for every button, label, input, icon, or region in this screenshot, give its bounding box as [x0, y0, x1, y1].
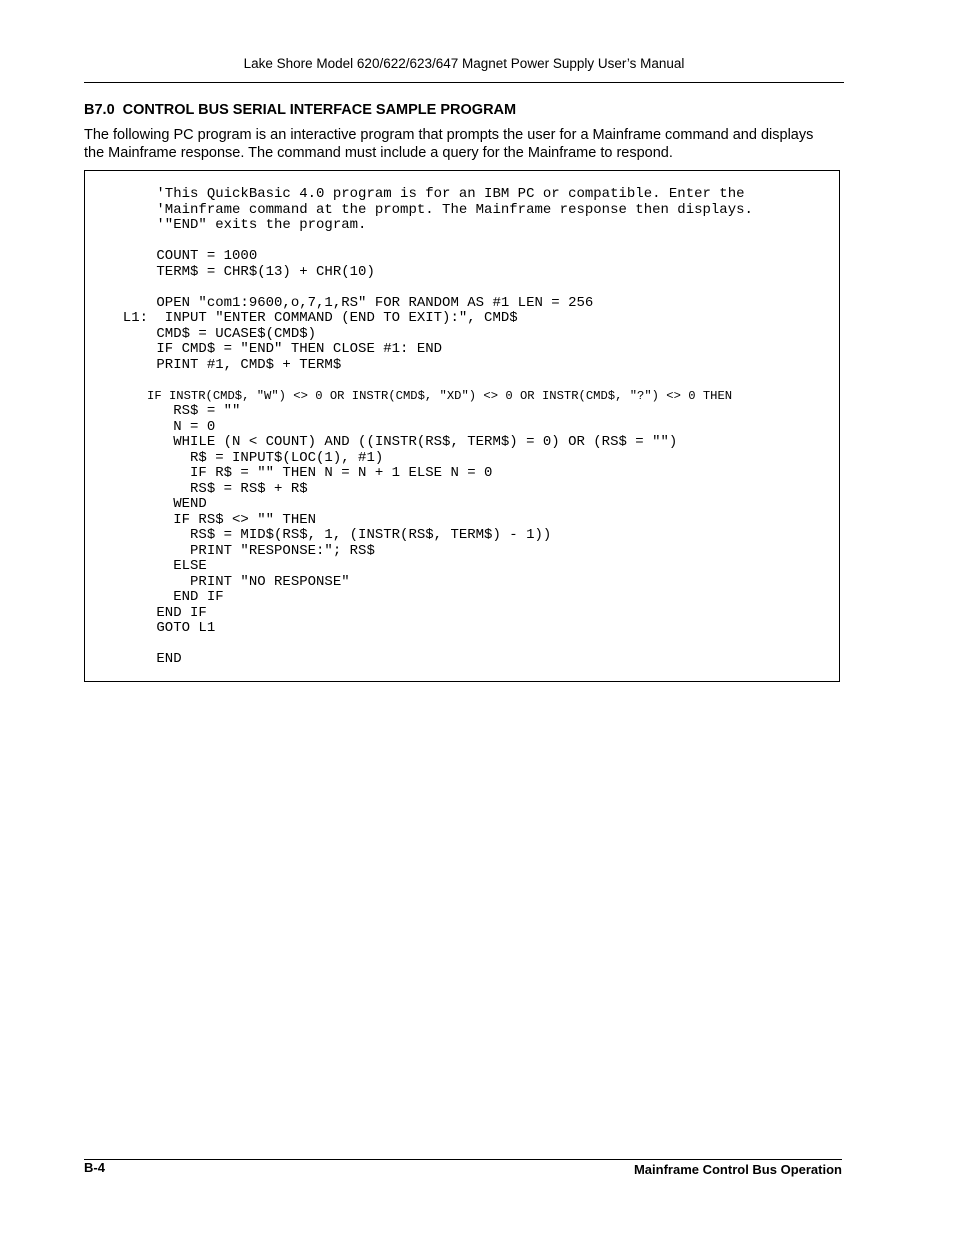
code-line: PRINT "NO RESPONSE"	[106, 573, 350, 590]
footer-section-title: Mainframe Control Bus Operation	[633, 1162, 842, 1177]
code-line: COUNT = 1000	[106, 248, 258, 264]
code-line: IF R$ = "" THEN N = N + 1 ELSE N = 0	[106, 465, 493, 481]
intro-paragraph: The following PC program is an interactive program that prompts the user for a Mainframe command and displays the Mainframe response. The command must include a query for the Mainframe to respond.	[84, 127, 814, 161]
code-line: 'Mainframe command at the prompt. The Mainframe response then displays.	[106, 201, 753, 218]
code-line: GOTO L1	[106, 620, 216, 636]
code-line: OPEN "com1:9600,o,7,1,RS" FOR RANDOM AS #1 LEN = 256	[106, 294, 594, 311]
code-line: IF CMD$ = "END" THEN CLOSE #1: END	[106, 341, 443, 357]
code-line: WEND	[106, 496, 207, 512]
code-line: IF RS$ <> "" THEN	[106, 511, 317, 528]
code-line: RS$ = MID$(RS$, 1, (INSTR(RS$, TERM$) - 1))	[106, 527, 552, 543]
code-line: L1: INPUT "ENTER COMMAND (END TO EXIT):", CMD$	[106, 310, 518, 326]
code-line: END	[106, 651, 182, 667]
code-line: R$ = INPUT$(LOC(1), #1)	[106, 449, 384, 466]
code-line: 'This QuickBasic 4.0 program is for an IBM PC or compatible. Enter the	[106, 186, 745, 202]
code-line: PRINT #1, CMD$ + TERM$	[106, 356, 342, 373]
code-line: RS$ = RS$ + R$	[106, 480, 308, 497]
section-heading: B7.0 CONTROL BUS SERIAL INTERFACE SAMPLE PROGRAM	[84, 102, 517, 118]
code-line: END IF	[106, 604, 207, 621]
code-line: ELSE	[106, 558, 207, 574]
code-line: END IF	[106, 589, 224, 605]
code-line: PRINT "RESPONSE:"; RS$	[106, 542, 375, 559]
code-line: IF INSTR(CMD$, "W") <> 0 OR INSTR(CMD$, "XD") <> 0 OR INSTR(CMD$, "?") <> 0 THEN	[147, 389, 733, 403]
code-listing-box	[84, 170, 840, 682]
page-header: Lake Shore Model 620/622/623/647 Magnet Power Supply User’s Manual	[243, 56, 685, 71]
code-line: '"END" exits the program.	[106, 217, 367, 233]
code-line: CMD$ = UCASE$(CMD$)	[106, 325, 317, 342]
code-line: N = 0	[106, 418, 216, 435]
code-line: WHILE (N < COUNT) AND ((INSTR(RS$, TERM$) = 0) OR (RS$ = "")	[106, 434, 678, 450]
code-line: TERM$ = CHR$(13) + CHR(10)	[106, 263, 375, 280]
code-line: RS$ = ""	[106, 403, 241, 419]
page-number: B-4	[84, 1160, 105, 1175]
header-rule	[84, 82, 844, 83]
footer-rule	[84, 1159, 842, 1160]
